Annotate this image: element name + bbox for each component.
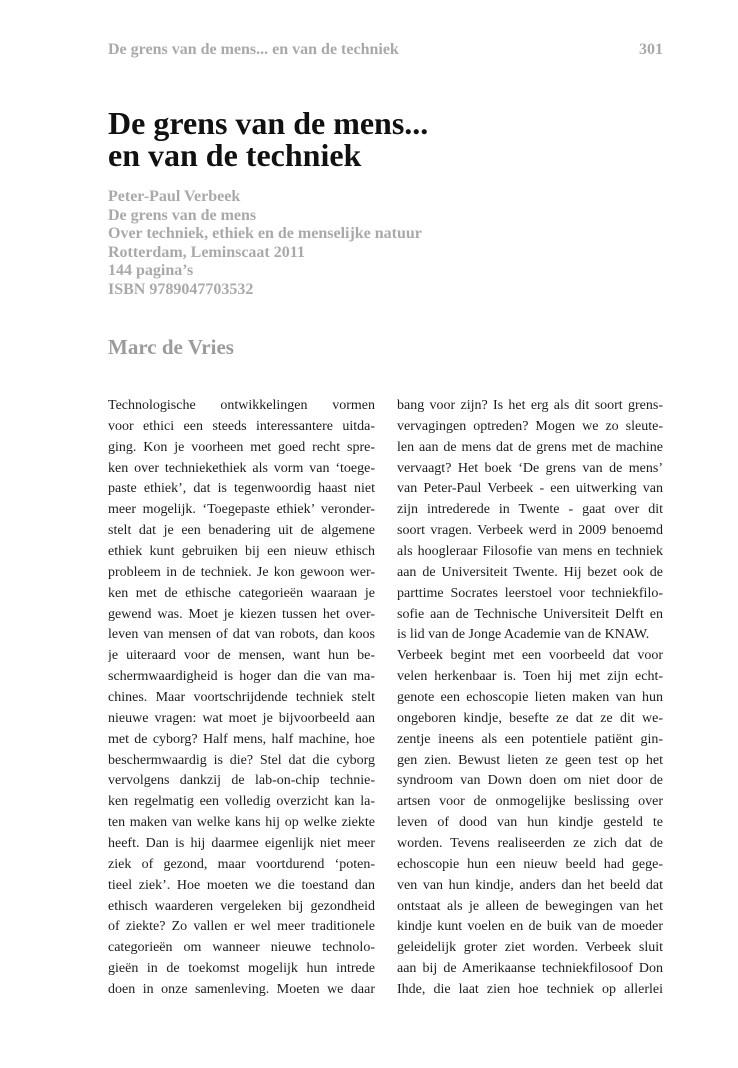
text-line: parttime Socrates leerstoel voor techniekfilo- <box>397 585 663 601</box>
text-line: schermwaardigheid is hoger dan die van ma- <box>108 669 375 685</box>
text-line: nieuwe vragen: wat moet je bijvoorbeeld aan <box>108 710 375 726</box>
text-line: ken over techniekethiek als vorm van ‘toege- <box>108 460 375 476</box>
book-title: De grens van de mens <box>108 206 257 224</box>
text-line: ken met de ethische categorieën waaraan je <box>108 585 375 601</box>
text-line: ging. Kon je voorheen met goed recht spre- <box>108 439 375 455</box>
text-line: ten maken van welke kans hij op welke ziekte <box>108 815 375 831</box>
text-line: leven van mensen of dat van robots, dan koos <box>108 627 375 643</box>
text-line: geleidelijk groter ziet worden. Verbeek sluit <box>397 940 663 956</box>
book-isbn: ISBN 9789047703532 <box>108 280 254 298</box>
running-header-title: De grens van de mens... en van de techniek <box>108 41 399 58</box>
text-line: genote een echoscopie lieten maken van hun <box>397 690 663 706</box>
text-line: paste ethiek’, dat is tegenwoordig haast niet <box>108 481 375 497</box>
text-line: ken regelmatig een volledig overzicht kan la- <box>108 794 375 810</box>
reviewer-name: Marc de Vries <box>108 335 234 359</box>
text-line: ven van hun kindje, anders dan het beeld dat <box>397 877 663 893</box>
text-line: echoscopie hun een nieuw beeld had gege- <box>397 856 663 872</box>
book-publisher: Rotterdam, Leminscaat 2011 <box>108 243 305 261</box>
text-line: van Peter-Paul Verbeek - een uitwerking van <box>397 481 663 497</box>
article-title <box>108 107 428 171</box>
text-line: heeft. Dan is hij daarmee eigenlijk niet meer <box>108 836 375 852</box>
left-text-column <box>108 396 375 1001</box>
text-line: categorieën om wanneer nieuwe technolo- <box>108 940 375 956</box>
text-line: chines. Maar voortschrijdende techniek stelt <box>108 690 375 706</box>
text-line: artsen voor de onmogelijke beslissing over <box>397 794 663 810</box>
text-line: soort vragen. Verbeek werd in 2009 benoemd <box>397 523 663 539</box>
text-line: ontstaat als je alleen de bewegingen van het <box>397 898 663 914</box>
text-line: voor ethici een steeds interessantere uitda- <box>108 418 375 434</box>
book-author: Peter-Paul Verbeek <box>108 188 241 205</box>
text-line: meer mogelijk. ‘Toegepaste ethiek’ veronder- <box>108 502 375 518</box>
text-line: ongeboren kindje, besefte ze dat ze dit we- <box>397 710 663 726</box>
text-line: gieën in de toekomst mogelijk hun intrede <box>108 961 375 977</box>
text-line: worden. Tevens realiseerden ze zich dat de <box>397 836 663 852</box>
text-line: doen in onze samenleving. Moeten we daar <box>108 982 375 998</box>
text-line: Technologische ontwikkelingen vormen <box>108 398 375 413</box>
text-line: ethisch waarderen vergeleken bij gezondheid <box>108 898 375 914</box>
right-text-column <box>397 396 663 1001</box>
text-line: tieel ziek’. Hoe moeten we die toestand dan <box>108 877 375 893</box>
text-line: Verbeek begint met een voorbeeld dat voor <box>397 648 663 664</box>
text-line: ziek of gezond, maar voortdurend ‘poten- <box>108 856 375 872</box>
text-line: als hoogleraar Filosofie van mens en techniek <box>397 544 663 560</box>
text-line: zentje ineens als een potentiele patiënt gin- <box>397 731 663 747</box>
text-line: vervagingen optreden? Mogen we zo sleute- <box>397 418 663 434</box>
text-line: is lid van de Jonge Academie van de KNAW. <box>397 627 650 643</box>
text-line: aan de Universiteit Twente. Hij bezet ook de <box>397 564 663 580</box>
text-line: zijn intrederede in Twente - gaat over dit <box>397 502 663 518</box>
text-line: gen zien. Bewust lieten ze geen test op het <box>397 752 663 768</box>
article-title-line: en van de techniek <box>108 137 362 173</box>
text-line: vervolgens dankzij de lab-on-chip technie- <box>108 773 375 789</box>
text-line: gewend was. Moet je kiezen tussen het over- <box>108 606 375 622</box>
text-line: kindje kunt voelen en de buik van de moeder <box>397 919 663 935</box>
text-line: bang voor zijn? Is het erg als dit soort grens- <box>397 398 663 413</box>
text-line: je uiteraard voor de mensen, want hun be- <box>108 648 375 664</box>
text-line: Ihde, die laat zien hoe techniek op allerlei <box>397 982 663 998</box>
text-line: vervaagt? Het boek ‘De grens van de mens’ <box>397 460 663 476</box>
text-line: syndroom van Down doen om niet door de <box>397 773 663 789</box>
text-line: of ziekte? Zo vallen er wel meer traditionele <box>108 919 375 935</box>
text-line: len aan de mens dat de grens met de machine <box>397 439 663 455</box>
text-line: beschermwaardig is die? Stel dat die cyborg <box>108 752 375 768</box>
book-subtitle: Over techniek, ethiek en de menselijke natuur <box>108 225 422 243</box>
text-line: sofie aan de Technische Universiteit Delft en <box>397 606 663 622</box>
book-info <box>108 188 422 300</box>
book-pages: 144 pagina’s <box>108 262 194 280</box>
text-line: ethiek kunt gebruiken bij een nieuw ethisch <box>108 544 375 560</box>
page-number: 301 <box>639 41 663 58</box>
text-line: velen herkenbaar is. Toen hij met zijn echt- <box>397 669 663 685</box>
text-line: probleem in de techniek. Je kon gewoon wer- <box>108 564 375 580</box>
text-line: leven of dood van hun kindje gesteld te <box>397 815 663 831</box>
text-line: met de cyborg? Half mens, half machine, hoe <box>108 731 375 747</box>
text-line: stelt dat je een benadering uit de algemene <box>108 523 375 539</box>
article-title-line: De grens van de mens... <box>108 105 429 141</box>
text-line: aan bij de Amerikaanse techniekfilosoof Don <box>397 961 663 977</box>
